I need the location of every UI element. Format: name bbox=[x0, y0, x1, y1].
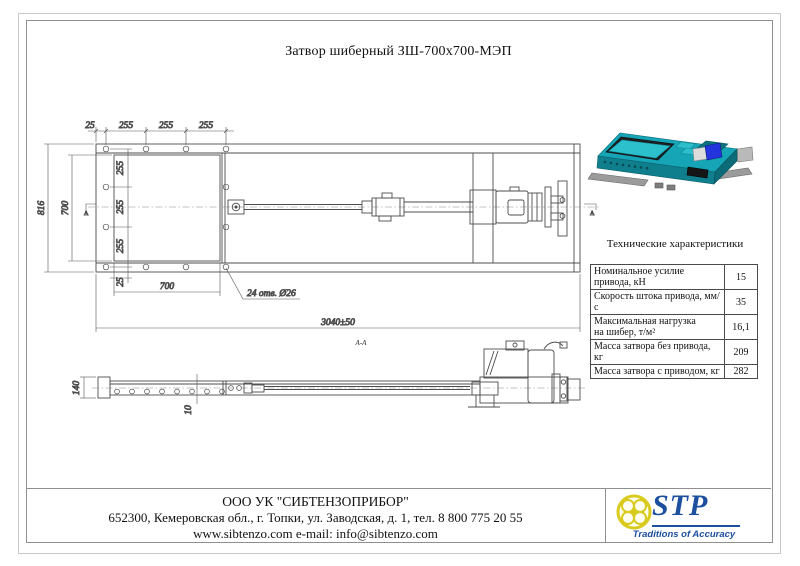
side-view-drawing bbox=[72, 339, 585, 415]
dim-255-chain-1: 255 bbox=[116, 160, 126, 176]
table-row bbox=[591, 315, 758, 340]
spec-label bbox=[591, 315, 725, 340]
table-row bbox=[591, 265, 758, 290]
dim-255-chain-3: 255 bbox=[116, 238, 126, 254]
specs-heading: Технические характеристики bbox=[606, 238, 744, 250]
title-block bbox=[26, 488, 771, 542]
logo-tagline: Traditions of Accuracy bbox=[632, 529, 736, 540]
logo-underline bbox=[652, 525, 740, 527]
section-mark-right: А bbox=[590, 211, 595, 217]
spec-label: Скорость штока привода, мм/с bbox=[591, 290, 725, 315]
spec-label: Масса затвора с приводом, кг bbox=[591, 365, 725, 379]
dim-140: 140 bbox=[72, 380, 82, 396]
side-drive-unit bbox=[468, 341, 580, 407]
company-contacts: www.sibtenzo.com e-mail: info@sibtenzo.com bbox=[193, 526, 438, 541]
top-view-drawing bbox=[37, 121, 600, 332]
dim-255-top-1: 255 bbox=[118, 121, 134, 131]
company-name: ООО УК "СИБТЕНЗОПРИБОР" bbox=[222, 494, 409, 509]
holes-note: 24 отв. Ø26 bbox=[247, 289, 296, 299]
logo-cell bbox=[606, 489, 771, 542]
spec-label-line1: Максимальная нагрузка bbox=[594, 316, 696, 327]
spec-label: Масса затвора без привода, кг bbox=[591, 340, 725, 365]
table-row bbox=[591, 365, 758, 379]
electric-drive bbox=[470, 153, 567, 263]
company-address: 652300, Кемеровская обл., г. Топки, ул. Заводская, д. 1, тел. 8 800 775 20 55 bbox=[108, 510, 523, 525]
stp-logo-text: STP bbox=[652, 489, 709, 522]
dim-25-chain: 25 bbox=[116, 277, 126, 287]
dim-total-length: 3040±50 bbox=[321, 318, 355, 328]
dim-25-top: 25 bbox=[85, 121, 95, 131]
spec-value: 16,1 bbox=[725, 315, 758, 340]
page-title: Затвор шиберный ЗШ-700х700-МЭП bbox=[285, 44, 512, 59]
dim-255-chain-2: 255 bbox=[116, 199, 126, 215]
spec-value: 282 bbox=[725, 365, 758, 379]
dim-700-bottom: 700 bbox=[159, 282, 175, 292]
dim-700-left: 700 bbox=[61, 200, 71, 216]
table-row bbox=[591, 340, 758, 365]
section-mark-left: А bbox=[84, 211, 89, 217]
side-bolt-holes bbox=[115, 386, 242, 394]
spec-label: Номинальное усилие привода, кН bbox=[591, 265, 725, 290]
stp-knot-icon bbox=[616, 494, 652, 530]
company-info bbox=[26, 489, 606, 542]
section-title: А-А bbox=[355, 339, 367, 347]
dim-255-top-3: 255 bbox=[198, 121, 214, 131]
dim-10: 10 bbox=[184, 405, 194, 415]
specs-table bbox=[590, 264, 758, 379]
render-3d bbox=[588, 133, 753, 190]
spec-value: 35 bbox=[725, 290, 758, 315]
table-row bbox=[591, 290, 758, 315]
dim-816: 816 bbox=[37, 200, 47, 216]
spec-label-line2: на шибер, т/м² bbox=[594, 327, 656, 338]
spec-value: 15 bbox=[725, 265, 758, 290]
dim-255-top-2: 255 bbox=[158, 121, 174, 131]
dimension-lines bbox=[44, 127, 596, 332]
spec-value: 209 bbox=[725, 340, 758, 365]
